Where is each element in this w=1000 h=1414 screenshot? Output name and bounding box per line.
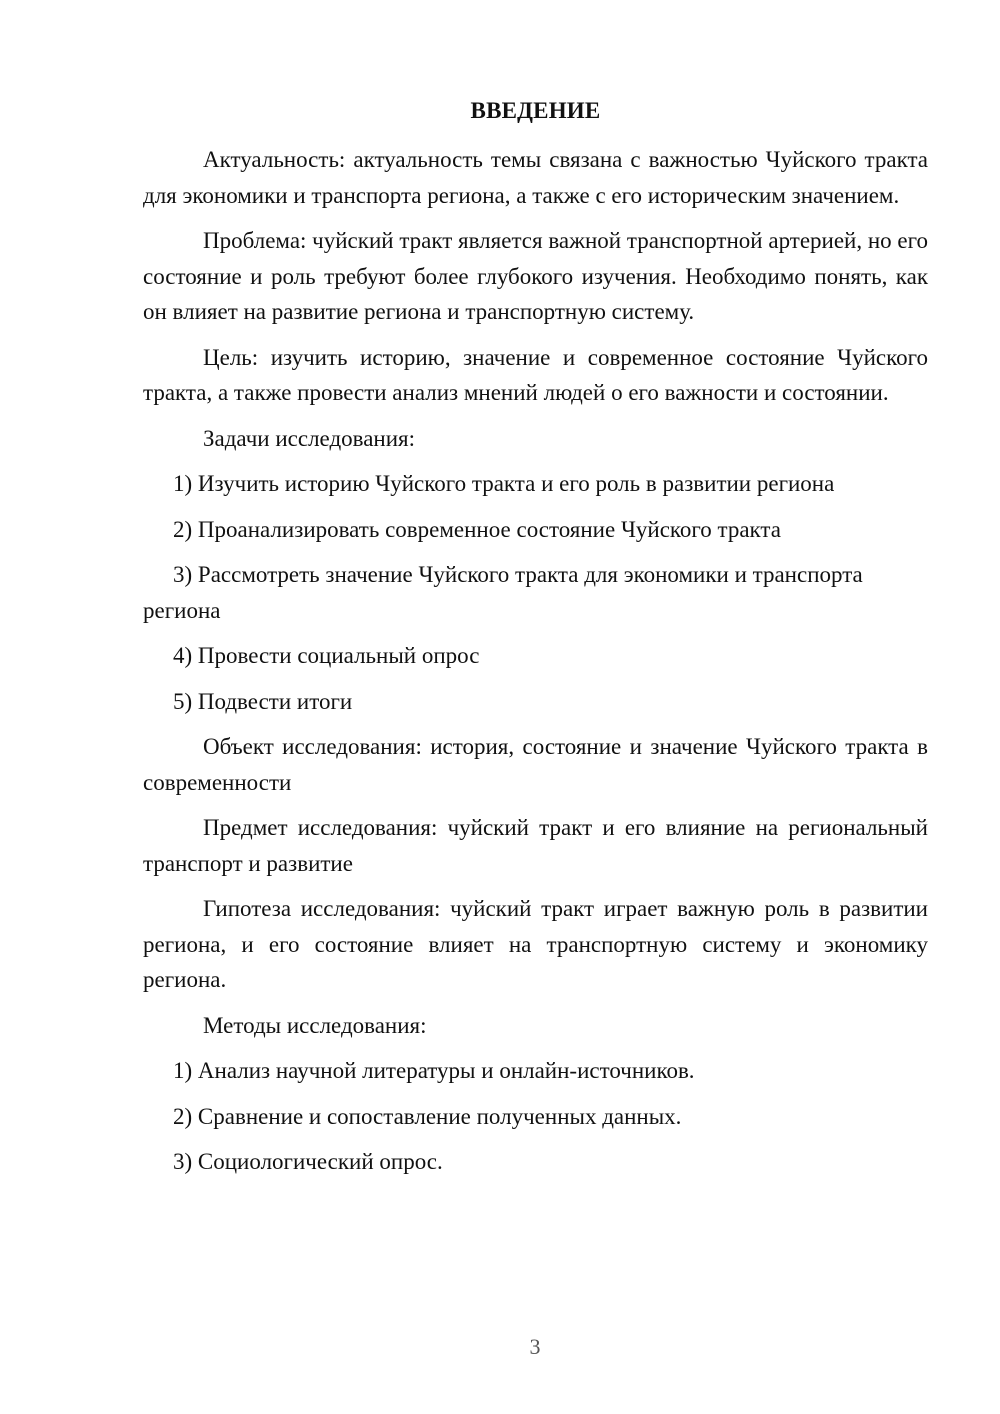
methods-label: Методы исследования: (203, 1012, 427, 1038)
page-title: ВВЕДЕНИЕ (470, 98, 601, 123)
task-item: 2) Проанализировать современное состояние Чуйского тракта (173, 516, 781, 542)
task-item: 5) Подвести итоги (173, 688, 353, 714)
method-item: 1) Анализ научной литературы и онлайн-источников. (173, 1058, 695, 1083)
method-item: 2) Сравнение и сопоставление полученных данных. (173, 1103, 682, 1129)
task-item: 1) Изучить историю Чуйского тракта и его роль в развитии региона (173, 471, 835, 496)
task-item: 3) Рассмотреть значение Чуйского тракта для экономики и транспорта региона (143, 562, 863, 623)
document-body (143, 142, 928, 1190)
problem-paragraph: Проблема: чуйский тракт является важной транспортной артерией, но его состояние и роль требуют более глубокого изучения. Необходимо понять, как он влияет на развитие региона и транспортную систему. (143, 228, 928, 324)
method-item: 3) Социологический опрос. (173, 1149, 443, 1174)
relevance-paragraph: Актуальность: актуальность темы связана с важностью Чуйского тракта для экономики и транспорта региона, а также с его историческим значением. (143, 147, 928, 208)
page-number: 3 (529, 1334, 541, 1359)
goal-paragraph: Цель: изучить историю, значение и современное состояние Чуйского тракта, а также провести анализ мнений людей о его важности и состоянии. (143, 344, 928, 405)
object-paragraph: Объект исследования: история, состояние и значение Чуйского тракта в современности (143, 734, 928, 795)
task-item: 4) Провести социальный опрос (173, 643, 480, 668)
hypothesis-paragraph: Гипотеза исследования: чуйский тракт играет важную роль в развитии региона, и его состояние влияет на транспортную систему и экономику региона. (143, 896, 928, 992)
subject-paragraph: Предмет исследования: чуйский тракт и его влияние на региональный транспорт и развитие (143, 815, 928, 876)
tasks-label: Задачи исследования: (203, 425, 416, 451)
